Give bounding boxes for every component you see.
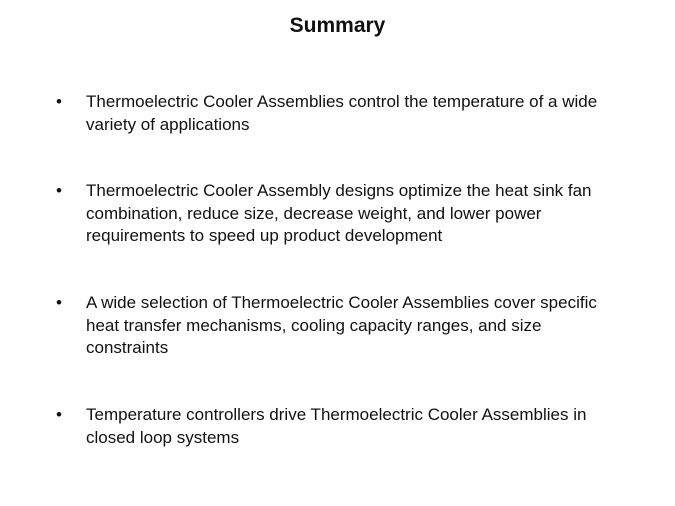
bullet-marker: • — [56, 92, 62, 111]
slide-title: Summary — [289, 14, 386, 37]
bullet-item — [56, 180, 626, 248]
bullet-item — [56, 91, 626, 136]
bullet-text: Thermoelectric Cooler Assembly designs optimize the heat sink fan combination, reduce size, decrease weight, and lower power requirements to speed up product development — [86, 181, 592, 245]
bullet-item — [56, 404, 626, 449]
bullet-text: Thermoelectric Cooler Assemblies control the temperature of a wide variety of applications — [86, 92, 598, 134]
bullet-marker: • — [56, 405, 62, 424]
bullet-item — [56, 292, 626, 360]
bullet-text: A wide selection of Thermoelectric Cooler Assemblies cover specific heat transfer mechanisms, cooling capacity ranges, and size constraints — [86, 293, 597, 357]
bullet-text: Temperature controllers drive Thermoelectric Cooler Assemblies in closed loop systems — [86, 405, 587, 447]
bullet-marker: • — [56, 181, 62, 200]
bullet-marker: • — [56, 293, 62, 312]
